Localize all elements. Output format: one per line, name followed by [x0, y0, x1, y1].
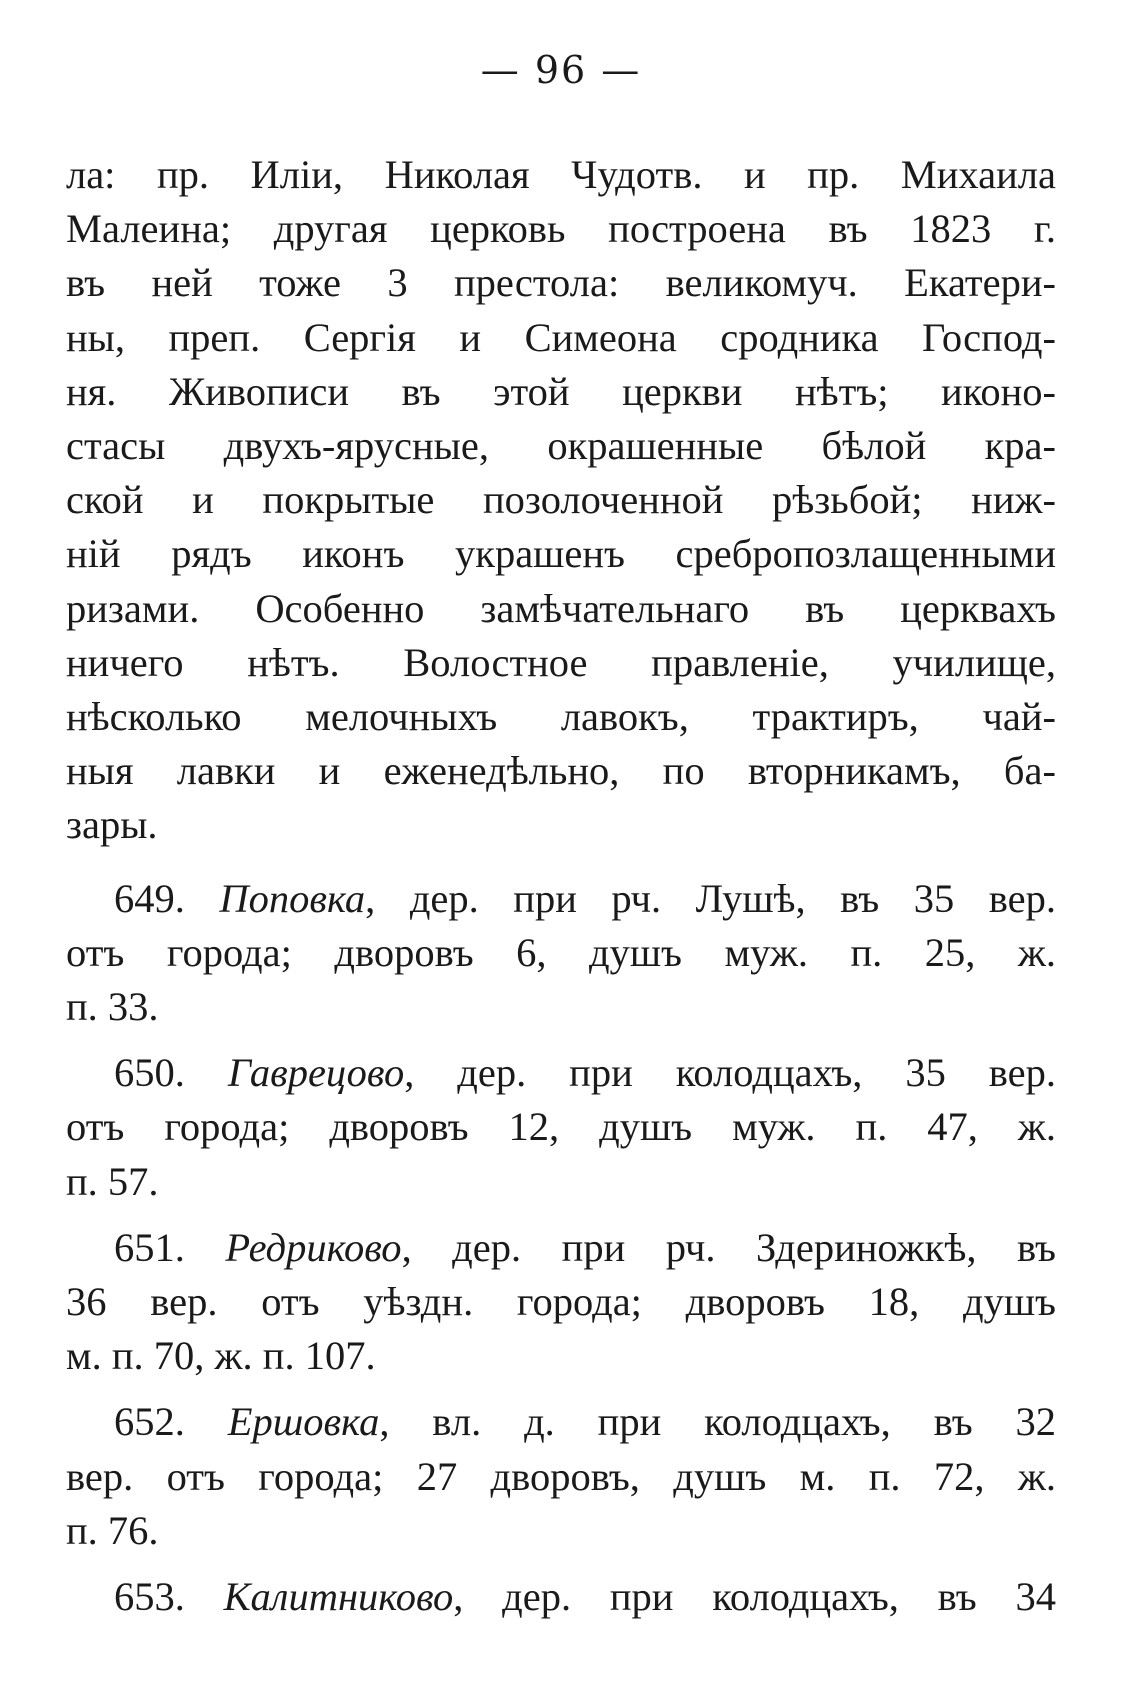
entry-text: , дер. при рч. Здериножкѣ, въ: [401, 1224, 1056, 1270]
text-line: м. п. 70, ж. п. 107.: [66, 1333, 376, 1379]
entry-first-line: [66, 1221, 1056, 1275]
text-line: ской и покрытые позолоченной рѣзьбой; ниж-: [66, 477, 1056, 523]
text-line: п. 57.: [66, 1158, 159, 1204]
entry-first-line: [66, 1570, 1056, 1624]
entry-text: , дер. при колодцахъ, 35 вер.: [404, 1050, 1056, 1096]
entry-652: [66, 1395, 1056, 1558]
text-line: нѣсколько мелочныхъ лавокъ, трактиръ, чай-: [66, 694, 1056, 740]
text-line: ла: пр. Иліи, Николая Чудотв. и пр. Михаила: [66, 152, 1056, 197]
text-line: ныя лавки и еженедѣльно, по вторникамъ, ба-: [66, 748, 1056, 794]
text-line: вер. отъ города; 27 дворовъ, душъ м. п. 72, ж.: [66, 1453, 1056, 1499]
spacer: [66, 1034, 1056, 1046]
place-name: Калитниково: [223, 1574, 454, 1620]
text-line: отъ города; дворовъ 12, душъ муж. п. 47, ж.: [66, 1104, 1056, 1150]
entry-number: 652.: [114, 1399, 185, 1445]
entry-first-line: [66, 1046, 1056, 1100]
entry-first-line: [66, 1395, 1056, 1449]
entry-text: , вл. д. при колодцахъ, въ 32: [379, 1399, 1056, 1445]
text-line: ничего нѣтъ. Волостное правленіе, училище,: [66, 639, 1056, 685]
entry-number: 649.: [114, 875, 185, 921]
entry-number: 650.: [114, 1050, 185, 1096]
entry-text: , дер. при рч. Лушѣ, въ 35 вер.: [365, 875, 1056, 921]
spacer: [66, 853, 1056, 872]
text-line: ня. Живописи въ этой церкви нѣтъ; иконо-: [66, 368, 1056, 414]
text-line: отъ города; дворовъ 6, душъ муж. п. 25, ж.: [66, 929, 1056, 975]
text-line: стасы двухъ-ярусные, окрашенные бѣлой кра-: [66, 423, 1056, 469]
entry-651: [66, 1221, 1056, 1384]
entry-first-line: [66, 872, 1056, 926]
spacer: [66, 1209, 1056, 1221]
entry-text: , дер. при колодцахъ, въ 34: [453, 1574, 1056, 1620]
entry-649: [66, 872, 1056, 1035]
text-line: Малеина; другая церковь построена въ 1823 г.: [66, 206, 1056, 252]
text-line: 36 вер. отъ уѣздн. города; дворовъ 18, душъ: [66, 1279, 1056, 1325]
spacer: [66, 1558, 1056, 1570]
place-name: Поповка: [219, 875, 366, 921]
page-number: — 96 —: [480, 48, 642, 92]
text-line: п. 33.: [66, 984, 159, 1030]
text-line: ній рядъ иконъ украшенъ сребропозлащенными: [66, 531, 1056, 577]
text-line: въ ней тоже 3 престола: великомуч. Екатери-: [66, 260, 1056, 306]
entry-653: [66, 1570, 1056, 1624]
entry-number: 651.: [114, 1224, 185, 1270]
entry-650: [66, 1046, 1056, 1209]
text-line: зары.: [66, 802, 158, 848]
book-page: [66, 0, 1056, 1706]
text-line: ризами. Особенно замѣчательнаго въ церквахъ: [66, 585, 1056, 631]
entry-number: 653.: [114, 1574, 185, 1620]
text-line: ны, преп. Сергія и Симеона сродника Господ-: [66, 314, 1056, 360]
place-name: Редриково: [225, 1224, 402, 1270]
place-name: Гаврецово: [227, 1050, 405, 1096]
spacer: [66, 1383, 1056, 1395]
paragraph-church-description: [66, 148, 1056, 853]
page-body: [66, 148, 1056, 1624]
place-name: Ершовка: [227, 1399, 380, 1445]
text-line: п. 76.: [66, 1507, 159, 1553]
